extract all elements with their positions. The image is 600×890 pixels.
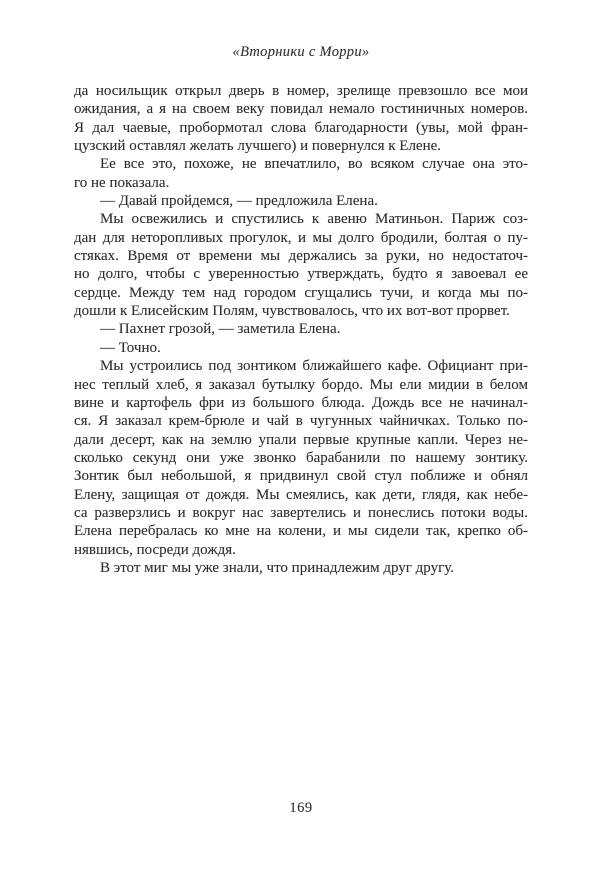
text-line: са разверзлись и вокруг нас завертелись и понеслись потоки воды. bbox=[74, 504, 528, 521]
text-line: го не показала. bbox=[74, 174, 170, 191]
text-line: стяках. Время от времени мы держались за руки, но недостаточ- bbox=[74, 248, 528, 265]
paragraph bbox=[74, 155, 528, 192]
text-line: дошли к Елисейским Полям, чувствовалось, что их вот-вот прорвет. bbox=[74, 303, 510, 320]
text-line: Мы освежились и спустились к авеню Матиньон. Париж соз- bbox=[100, 211, 528, 228]
paragraph bbox=[74, 320, 528, 338]
paragraph bbox=[74, 339, 528, 357]
text-line: ся. Я заказал крем-брюле и чай в чугунных чайничках. Только по- bbox=[74, 413, 528, 430]
text-line: дан для неторопливых прогулок, и мы долго бродили, болтая о пу- bbox=[74, 229, 528, 246]
paragraph bbox=[74, 357, 528, 559]
text-line: но долго, чтобы с уверенностью утверждать, будто я завоевал ее bbox=[74, 266, 528, 283]
text-line: — Точно. bbox=[100, 339, 161, 356]
text-line: да носильщик открыл дверь в номер, зрелище превзошло все мои bbox=[74, 83, 528, 99]
paragraph bbox=[74, 192, 528, 210]
page-number: 169 bbox=[289, 800, 313, 816]
text-line: сердце. Между тем над городом сгущались тучи, и когда мы по- bbox=[74, 284, 528, 301]
text-line: цузский оставлял желать лучшего) и повернулся к Елене. bbox=[74, 138, 442, 155]
paragraph bbox=[74, 82, 528, 155]
text-line: Я дал чаевые, пробормотал слова благодарности (увы, мой фран- bbox=[74, 119, 528, 136]
paragraph bbox=[74, 559, 528, 577]
text-line: вине и картофель фри из большого блюда. Дождь все не начинал- bbox=[74, 394, 528, 411]
text-line: Елену, защищая от дождя. Мы смеялись, как дети, глядя, как небе- bbox=[74, 486, 528, 503]
running-title: «Вторники с Морри» bbox=[232, 44, 370, 60]
text-line: — Пахнет грозой, — заметила Елена. bbox=[100, 321, 341, 338]
text-line: нес теплый хлеб, я заказал бутылку бордо. Мы ели мидии в белом bbox=[74, 376, 528, 393]
text-line: Ее все это, похоже, не впечатлило, во всяком случае она это- bbox=[100, 156, 528, 173]
body-text bbox=[74, 82, 528, 577]
text-line: В этот миг мы уже знали, что принадлежим друг другу. bbox=[100, 559, 455, 576]
text-line: сколько секунд они уже звонко барабанили по нашему зонтику. bbox=[74, 449, 528, 466]
text-line: нявшись, посреди дождя. bbox=[74, 541, 236, 558]
text-line: Зонтик был небольшой, я придвинул свой стул поближе и обнял bbox=[74, 468, 528, 485]
text-line: ожидания, а я на своем веку повидал немало гостиничных номеров. bbox=[74, 101, 528, 118]
paragraph bbox=[74, 210, 528, 320]
text-line: дали десерт, как на землю упали первые крупные капли. Через не- bbox=[74, 431, 528, 448]
text-line: Елена перебралась ко мне на колени, и мы сидели так, крепко об- bbox=[74, 523, 528, 540]
text-line: Мы устроились под зонтиком ближайшего кафе. Официант при- bbox=[100, 358, 528, 375]
text-line: — Давай пройдемся, — предложила Елена. bbox=[100, 193, 378, 210]
